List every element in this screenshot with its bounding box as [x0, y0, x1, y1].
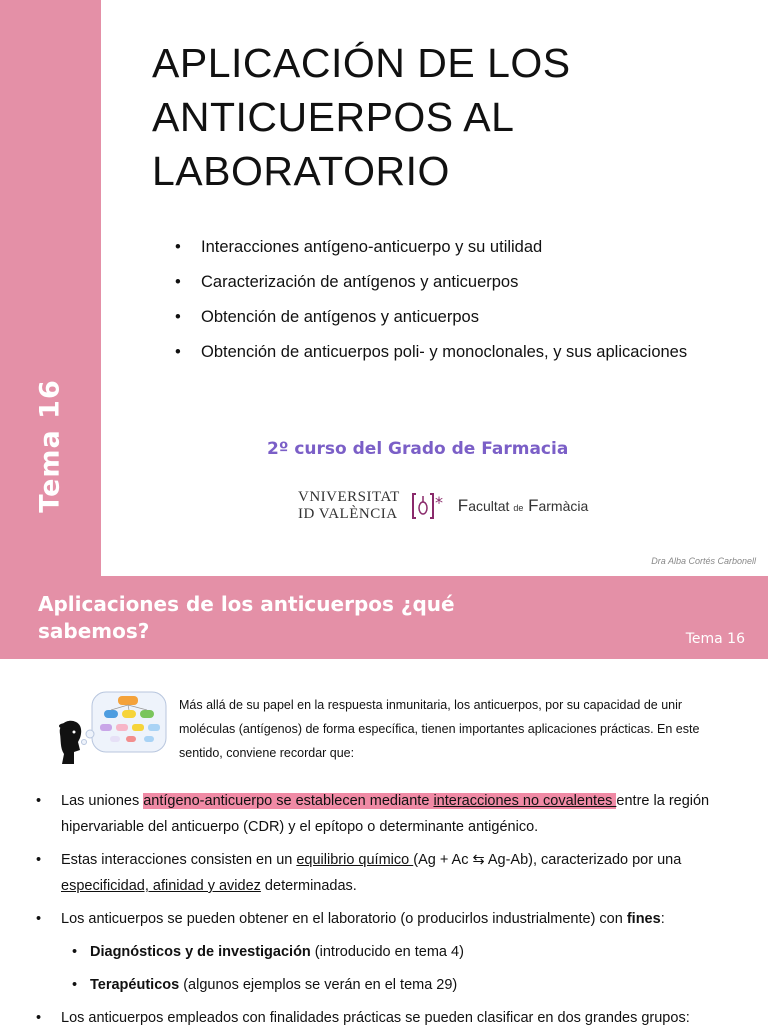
- topic-item: • Obtención de antígenos y anticuerpos: [175, 306, 687, 341]
- university-line2: ID VALÈNCIA: [298, 506, 398, 522]
- topic-list: [175, 236, 687, 376]
- faculty-name: Facultat de Farmàcia: [457, 496, 589, 515]
- intro-paragraph: Más allá de su papel en la respuesta inmunitaria, los anticuerpos, por su capacidad de unir moléculas (antígenos) de forma específica, tienen importantes aplicaciones prácticas. En este sentido, conviene recordar que:: [179, 698, 700, 760]
- svg-text:*: *: [434, 493, 443, 512]
- thinking-head-icon: [54, 690, 169, 770]
- university-line1: VNIVERSITAT: [298, 489, 400, 505]
- slide2-tema-label: Tema 16: [685, 631, 745, 647]
- slide2-title: Aplicaciones de los anticuerpos ¿qué sabemos?: [38, 592, 455, 643]
- author-credit: Dra Alba Cortés Carbonell: [651, 556, 756, 566]
- side-label: Tema 16: [34, 379, 66, 513]
- topic-item: • Caracterización de antígenos y anticuerpos: [175, 271, 687, 306]
- sub-bullet-diagnosticos: • Diagnósticos y de investigación (introducido en tema 4): [36, 939, 756, 965]
- faculty-seal-icon: [410, 490, 450, 522]
- course-label: 2º curso del Grado de Farmacia: [267, 439, 569, 459]
- bullet-uniones: • Las uniones antígeno-anticuerpo se establecen mediante interacciones no covalentes entre la región hipervariable del anticuerpo (CDR) y el epítopo o determinante antigénico.: [36, 788, 756, 840]
- slide-title: APLICACIÓN DE LOS ANTICUERPOS AL LABORATORIO: [152, 40, 571, 194]
- sub-bullet-terapeuticos: • Terapéuticos (algunos ejemplos se verán en el tema 29): [36, 972, 756, 998]
- bullet-clasificacion: • Los anticuerpos empleados con finalidades prácticas se pueden clasificar en dos grandes grupos:: [36, 1005, 756, 1031]
- university-name: [298, 489, 400, 523]
- university-logo: [298, 486, 588, 526]
- sidebar-band: [0, 0, 101, 576]
- topic-item: • Interacciones antígeno-anticuerpo y su utilidad: [175, 236, 687, 271]
- slide2-header: [0, 576, 768, 659]
- bullet-equilibrio: • Estas interacciones consisten en un equilibrio químico (Ag + Ac ⇆ Ag-Ab), caracterizado por una especificidad, afinidad y avidez determinadas.: [36, 847, 756, 899]
- bullet-obtencion: • Los anticuerpos se pueden obtener en el laboratorio (o producirlos industrialmente) con fines:: [36, 906, 756, 932]
- key-points-list: [36, 788, 756, 1031]
- topic-item: • Obtención de anticuerpos poli- y monoclonales, y sus aplicaciones: [175, 341, 687, 376]
